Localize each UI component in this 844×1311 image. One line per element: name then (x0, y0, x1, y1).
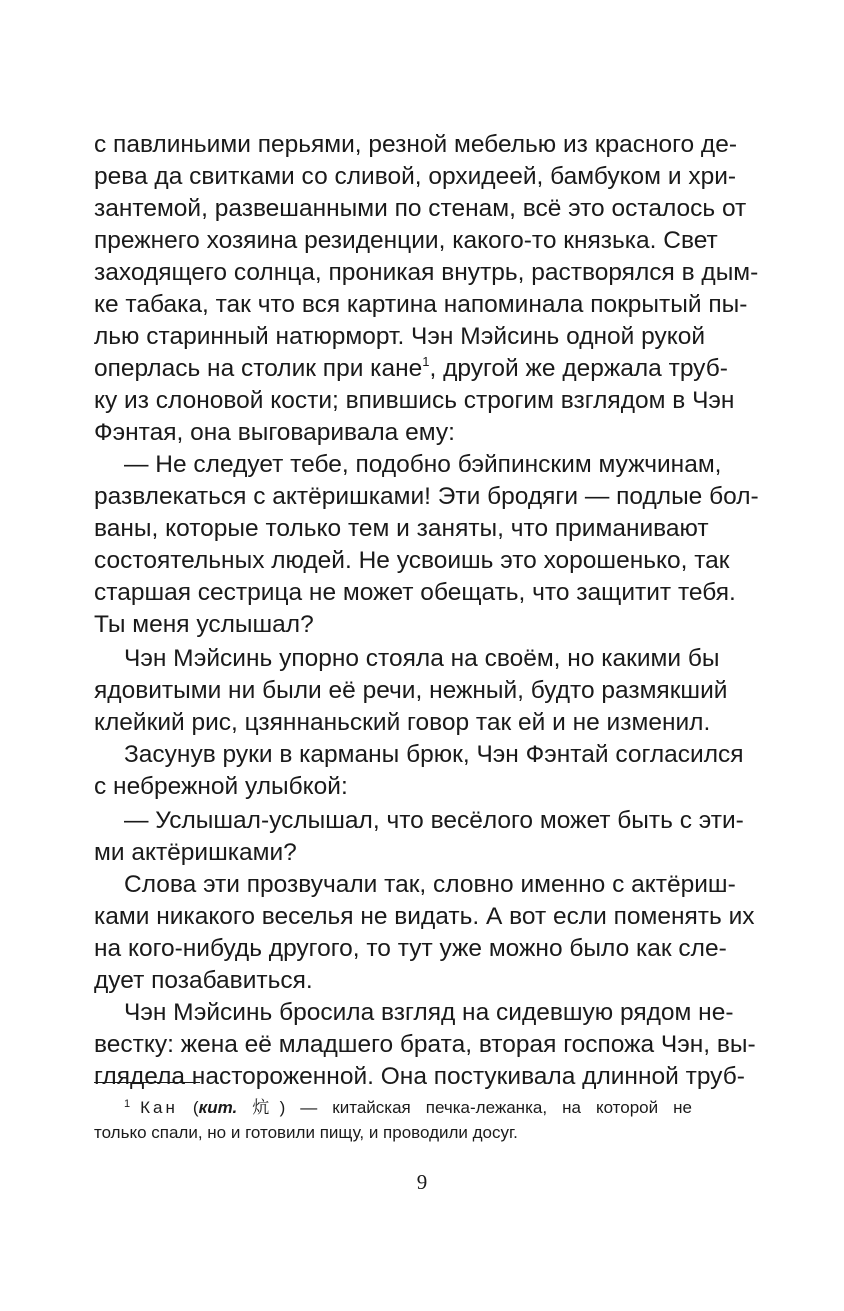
text-line: Ты меня услышал? (94, 611, 314, 638)
text-line: дует позабавиться. (94, 967, 313, 994)
text-segment: оперлась на столик при кане (94, 355, 423, 382)
footnote-paren: ( (192, 1098, 199, 1117)
text-line: старшая сестрица не может обещать, что защитит тебя. (94, 579, 736, 606)
text-line: лью старинный натюрморт. Чэн Мэйсинь одной рукой (94, 323, 706, 350)
footnote-term: Кан (140, 1098, 178, 1117)
footnote-reference[interactable]: 1 (422, 354, 430, 369)
footnote-hanzi: 炕 (252, 1098, 280, 1117)
text-line: с небрежной улыбкой: (94, 773, 348, 800)
text-line: ми актёришками? (94, 839, 297, 866)
footnote-line (124, 1096, 692, 1120)
text-line: клейкий рис, цзяннаньский говор так ей и не изменил. (94, 709, 711, 736)
footnote-divider (94, 1082, 200, 1083)
text-line: с павлиньими перьями, резной мебелью из красного де- (94, 131, 738, 158)
text-line: на кого-нибудь другого, то тут уже можно было как сле- (94, 935, 727, 962)
text-line: развлекаться с актёришками! Эти бродяги — подлые бол- (94, 483, 759, 510)
text-line: Засунув руки в карманы брюк, Чэн Фэнтай согласился (124, 741, 744, 768)
text-line: ядовитыми ни были её речи, нежный, будто размякший (94, 677, 728, 704)
text-line: ваны, которые только тем и заняты, что приманивают (94, 515, 709, 542)
footnote-line: только спали, но и готовили пищу, и проводили досуг. (94, 1123, 518, 1142)
text-line: ку из слоновой кости; впившись строгим взглядом в Чэн (94, 387, 735, 414)
text-line: рева да свитками со сливой, орхидеей, бамбуком и хри- (94, 163, 737, 190)
text-line: прежнего хозяина резиденции, какого-то князька. Свет (94, 227, 718, 254)
page-number: 9 (416, 1170, 428, 1194)
text-line: Чэн Мэйсинь упорно стояла на своём, но какими бы (124, 645, 720, 672)
text-line: ками никакого веселья не видать. А вот если поменять их (94, 903, 755, 930)
text-line: Чэн Мэйсинь бросила взгляд на сидевшую рядом не- (124, 999, 734, 1026)
footnote-definition: ) — китайская печка-лежанка, на которой не (279, 1098, 692, 1117)
text-line: вестку: жена её младшего брата, вторая госпожа Чэн, вы- (94, 1031, 756, 1058)
footnote-abbreviation: кит. (198, 1098, 238, 1117)
text-line: ке табака, так что вся картина напоминала покрытый пы- (94, 291, 748, 318)
text-line: Слова эти прозвучали так, словно именно с актёриш- (124, 871, 736, 898)
text-line: Фэнтая, она выговаривала ему: (94, 419, 455, 446)
text-line: — Не следует тебе, подобно бэйпинским мужчинам, (124, 451, 722, 478)
text-segment: , другой же держала труб- (429, 355, 728, 382)
text-line-with-footnote-ref (94, 354, 728, 384)
text-line: зантемой, развешанными по стенам, всё это осталось от (94, 195, 747, 222)
footnote-mark: 1 (124, 1098, 131, 1110)
text-line: состоятельных людей. Не усвоишь это хорошенько, так (94, 547, 730, 574)
text-line: — Услышал-услышал, что весёлого может быть с эти- (124, 807, 744, 834)
text-line: заходящего солнца, проникая внутрь, растворялся в дым- (94, 259, 759, 286)
text-line: глядела настороженной. Она постукивала длинной труб- (94, 1063, 745, 1090)
